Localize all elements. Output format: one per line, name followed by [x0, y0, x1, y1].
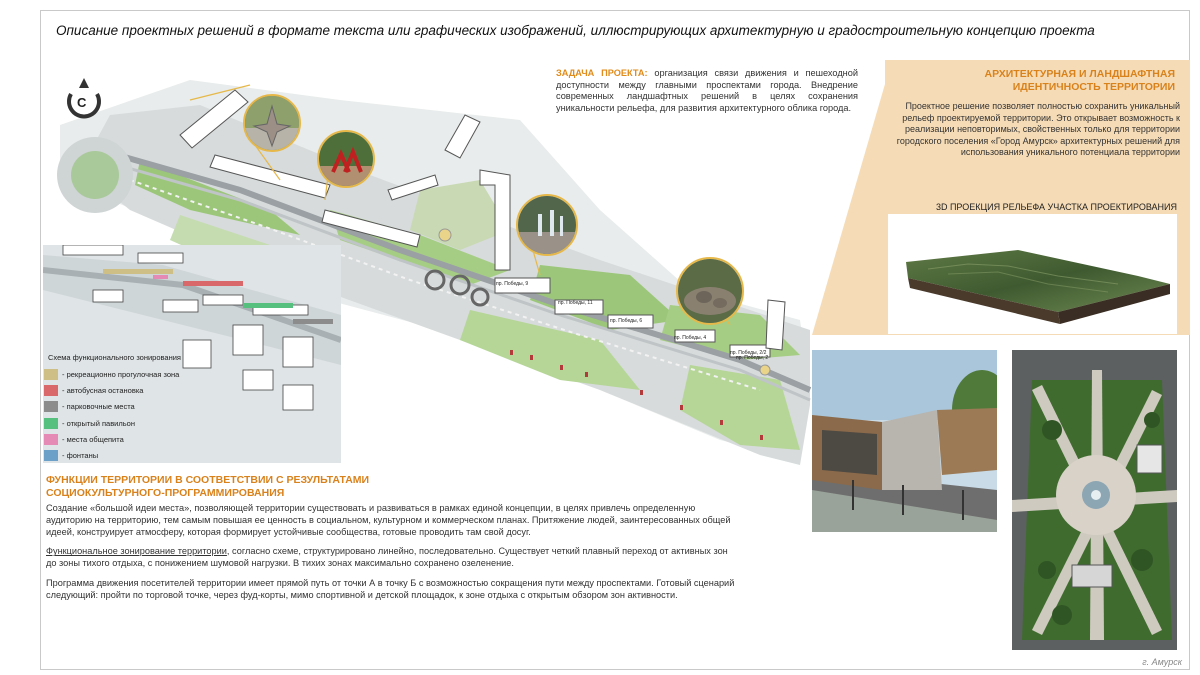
relief-3d-image	[888, 214, 1177, 334]
project-task-label: ЗАДАЧА ПРОЕКТА:	[556, 68, 648, 78]
architecture-title-line1: АРХИТЕКТУРНАЯ И ЛАНДШАФТНАЯ	[984, 68, 1175, 80]
functions-title-line1: ФУНКЦИИ ТЕРРИТОРИИ В СООТВЕТСТВИИ С РЕЗУЛЬТАТАМИ	[46, 474, 370, 486]
legend-label: - автобусная остановка	[62, 386, 144, 395]
photo-red-sculpture	[317, 130, 375, 188]
functions-title-line2: СОЦИОКУЛЬТУРНОГО-ПРОГРАММИРОВАНИЯ	[46, 486, 285, 499]
architecture-title	[900, 68, 1175, 93]
legend-swatch	[44, 418, 58, 429]
page-title: Описание проектных решений в формате текста или графических изображений, иллюстрирующих архитектурную и градостроительную концепцию проекта	[56, 23, 1095, 38]
pavilion-render	[812, 350, 997, 532]
city-name: г. Амурск	[1142, 657, 1182, 667]
photo-fountain	[516, 194, 578, 256]
map-label-5: пр. Победы, 2/2	[730, 350, 767, 356]
architecture-title-line2: ИДЕНТИЧНОСТЬ ТЕРРИТОРИИ	[1012, 80, 1175, 93]
legend-swatch	[44, 369, 58, 380]
functions-text	[46, 503, 736, 610]
legend-label: - парковочные места	[62, 402, 135, 411]
project-task-text: организация связи движения и пешеходной доступности между главными проспектами города. Внедрение современных ландшафтных решений в целях сохранения уникальности рельефа, для развития архитектурного облика города.	[556, 68, 858, 113]
map-label-1: пр. Победы, 9	[496, 281, 529, 287]
legend-swatch	[44, 385, 58, 396]
map-label-4: пр. Победы, 4	[674, 335, 707, 341]
legend-swatch	[44, 401, 58, 412]
functions-paragraph-2	[46, 546, 736, 570]
legend-label: - фонтаны	[62, 451, 99, 460]
map-label-2: пр. Победы, 11	[558, 300, 593, 306]
functions-paragraph-3: Программа движения посетителей территории имеет прямой путь от точки А в точку Б с возможностью сокращения пути между проспектами. Готовый сценарий следующий: пройти по торговой точке, через фуд-корты, мимо спортивной и детской площадок, к зоне отдыха с открытым обзором зон активности.	[46, 577, 735, 600]
legend-title: Схема функционального зонирования	[48, 353, 181, 362]
map-label-6: пр. Победы, 2	[736, 355, 769, 361]
functions-title	[46, 474, 446, 499]
map-label-3: пр. Победы, 6	[610, 318, 643, 324]
architecture-text: Проектное решение позволяет полностью сохранить уникальный рельеф проектируемой территории. Это открывает возможность к реализации неповторимых, свойственных только для территории городского поселения «Город Амурск» архитектурных решений для использования уникального потенциала территории	[896, 101, 1180, 157]
photo-rock-garden	[676, 257, 744, 325]
legend-swatch	[44, 434, 58, 445]
legend-label: - места общепита	[62, 435, 124, 444]
north-compass	[62, 78, 106, 122]
compass-letter: С	[77, 95, 87, 110]
legend-label: - рекреационно прогулочная зона	[62, 370, 180, 379]
legend-label: - открытый павильон	[62, 419, 135, 428]
legend-swatch	[44, 450, 58, 461]
functions-zoning-label: Функциональное зонирование территории	[46, 546, 227, 557]
functions-zoning-text: , согласно схеме, структурировано линейно, последовательно. Существует четкий плавный переход от активных зон до зоны тихого отдыха, с понижением шумовой нагрузки. В тихих зонах максимально сохранено озеленение.	[46, 546, 728, 569]
photo-monument	[243, 94, 301, 152]
functions-paragraph-1: Создание «большой идеи места», позволяющей территории существовать и развиваться в рамках единой концепции, в целях привлечь определенную аудиторию на территорию, тем самым повышая ее ценность в социальном, культурном и коммерческом планах. Притяжение людей, заинтересованных общей идеей, конструирует атмосферу, которая формирует устойчивые сообщества, готовые проводить там свой досуг.	[46, 503, 731, 537]
relief-caption: 3D ПРОЕКЦИЯ РЕЛЬЕФА УЧАСТКА ПРОЕКТИРОВАНИЯ	[935, 202, 1177, 212]
square-top-view-render	[1012, 350, 1177, 650]
